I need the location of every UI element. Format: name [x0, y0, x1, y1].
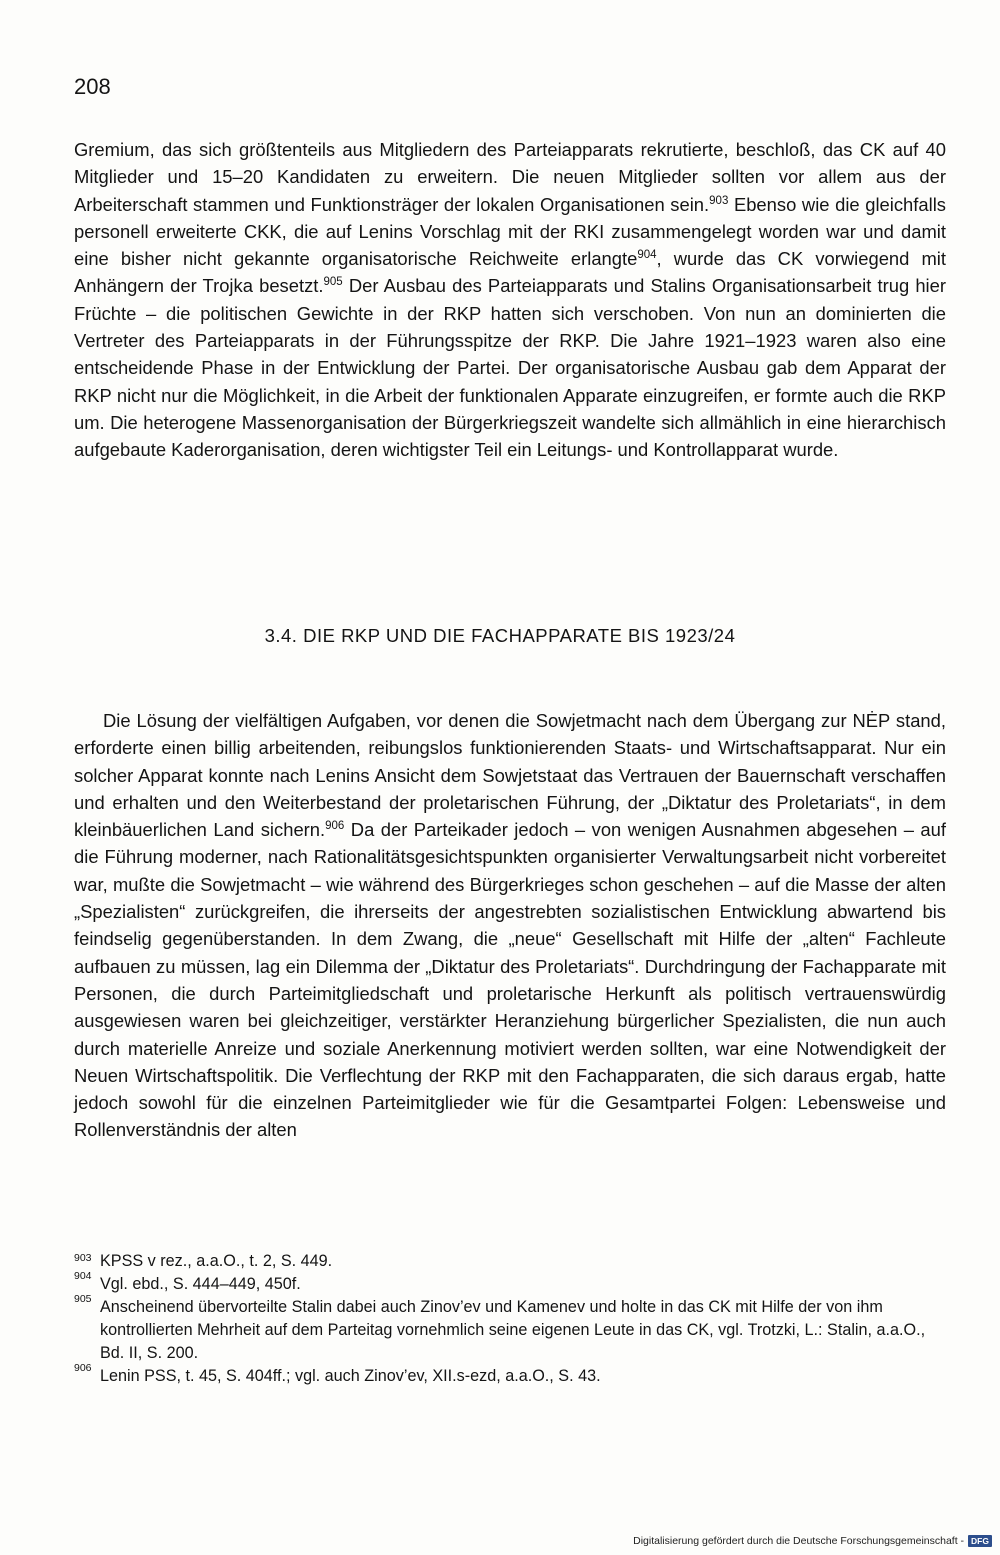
paragraph-text: Die Lösung der vielfältigen Aufgaben, vor denen die Sowjetmacht nach dem Übergang zur NĖP stand, erforderte einen billig arbeitenden, reibungslos funktionierenden Staats- und Wirtschaftsapparat. Nur ein solcher Apparat konnte nach Lenins Ansicht dem Sowjetstaat das Vertrauen der Bauernschaft verschaffen und erhalten und den Weiterbestand der proletarischen Führung, der „Diktatur des Proletariats“, in dem kleinbäuerlichen Land sichern. [74, 710, 946, 841]
footnote-ref-904[interactable]: 904 [637, 249, 657, 262]
section-heading: 3.4. DIE RKP UND DIE FACHAPPARATE BIS 1923/24 [264, 625, 736, 646]
paragraph-2 [74, 707, 946, 1144]
footnote-number: 905 [74, 1293, 92, 1305]
footnote-ref-903[interactable]: 903 [709, 194, 729, 207]
paragraph-text: Der Ausbau des Parteiapparats und Stalins Organisationsarbeit trug hier Früchte – die politischen Gewichte in der RKP hatten sich verschoben. Von nun an dominierten die Vertreter des Parteiapparats in der Führungsspitze der RKP. Die Jahre 1921–1923 waren also eine entscheidende Phase in der Entwicklung der Partei. Der organisatorische Ausbau gab dem Apparat der RKP nicht nur die Möglichkeit, in die Arbeit der funktionalen Apparate einzugreifen, er formte auch die RKP um. Die heterogene Massenorganisation der Bürgerkriegszeit wandelte sich allmählich in eine hierarchisch aufgebaute Kaderorganisation, deren wichtigster Teil ein Leitungs- und Kontrollapparat wurde. [74, 275, 946, 461]
footnote-ref-906[interactable]: 906 [325, 820, 345, 833]
footnote-906 [74, 1362, 946, 1388]
footnote-text: Lenin PSS, t. 45, S. 404ff.; vgl. auch Zinov’ev, XII.s-ezd, a.a.O., S. 43. [100, 1367, 601, 1385]
paragraph-text: , wurde das CK vorwiegend mit Anhängern der Trojka besetzt. [74, 248, 947, 297]
footnote-905 [74, 1293, 946, 1365]
paragraph-text: Ebenso wie die gleichfalls personell erweiterte CKK, die auf Lenins Vorschlag mit der RKI zusammengelegt worden war und damit eine bisher nicht gekannte organisatorische Reichweite erlangte [74, 193, 946, 270]
footnote-904 [74, 1270, 946, 1296]
footnote-text: KPSS v rez., a.a.O., t. 2, S. 449. [100, 1252, 333, 1270]
footnote-ref-905[interactable]: 905 [323, 276, 343, 289]
paragraph-text: Gremium, das sich größtenteils aus Mitgliedern des Parteiapparats rekrutierte, beschloß, das CK auf 40 Mitglieder und 15–20 Kandidaten zu erweitern. Die neuen Mitglieder sollten vor allem aus der Arbeiterschaft stammen und Funktionsträger der lokalen Organisationen sein. [74, 139, 946, 215]
footnote-number: 903 [74, 1252, 92, 1264]
paragraph-text: Da der Parteikader jedoch – von wenigen Ausnahmen abgesehen – auf die Führung moderner, nach Rationalitätsgesichtspunkten organisierter Verwaltungsarbeit nicht vorbereitet war, mußte die Sowjetmacht – wie während des Bürgerkrieges schon geschehen – auf die Masse der alten „Spezialisten“ zurückgreifen, die ihrerseits der angestrebten sozialistischen Entwicklung abwartend bis feindselig gegenüberstanden. In dem Zwang, die „neue“ Gesellschaft mit Hilfe der „alten“ Fachleute aufbauen zu müssen, lag ein Dilemma der „Diktatur des Proletariats“. Durchdringung der Fachapparate mit Personen, die durch Parteimitgliedschaft und proletarische Herkunft als politisch vertrauenswürdig ausgewiesen waren bei gleichzeitiger, verstärkter Heranziehung bürgerlicher Spezialisten, die nun auch durch materielle Anreize und soziale Anerkennung motiviert werden sollten, war eine Notwendigkeit der Neuen Wirtschaftspolitik. Die Verflechtung der RKP mit den Fachapparaten, die sich daraus ergab, hatte jedoch sowohl für die einzelnen Parteimitglieder wie für die Gesamtpartei Folgen: Lebensweise und Rollenverständnis der alten [74, 819, 947, 1141]
page-number: 208 [74, 74, 111, 99]
footer-text: Digitalisierung gefördert durch die Deutsche Forschungsgemeinschaft - [633, 1535, 965, 1547]
dfg-logo-icon: DFG [968, 1535, 992, 1547]
footnote-number: 904 [74, 1270, 92, 1282]
footnote-903 [74, 1250, 946, 1273]
footnotes [74, 1250, 946, 1388]
footnote-text: Anscheinend übervorteilte Stalin dabei auch Zinov’ev und Kamenev und holte in das CK mit Hilfe der von ihm kontrollierten Mehrheit auf dem Parteitag vornehmlich seine eigenen Leute in das CK, vgl. Trotzki, L.: Stalin, a.a.O., Bd. II, S. 200. [100, 1298, 926, 1362]
footnote-number: 906 [74, 1362, 92, 1374]
footnote-text: Vgl. ebd., S. 444–449, 450f. [100, 1275, 301, 1293]
digitization-footer [633, 1535, 992, 1547]
paragraph-1 [74, 136, 946, 464]
